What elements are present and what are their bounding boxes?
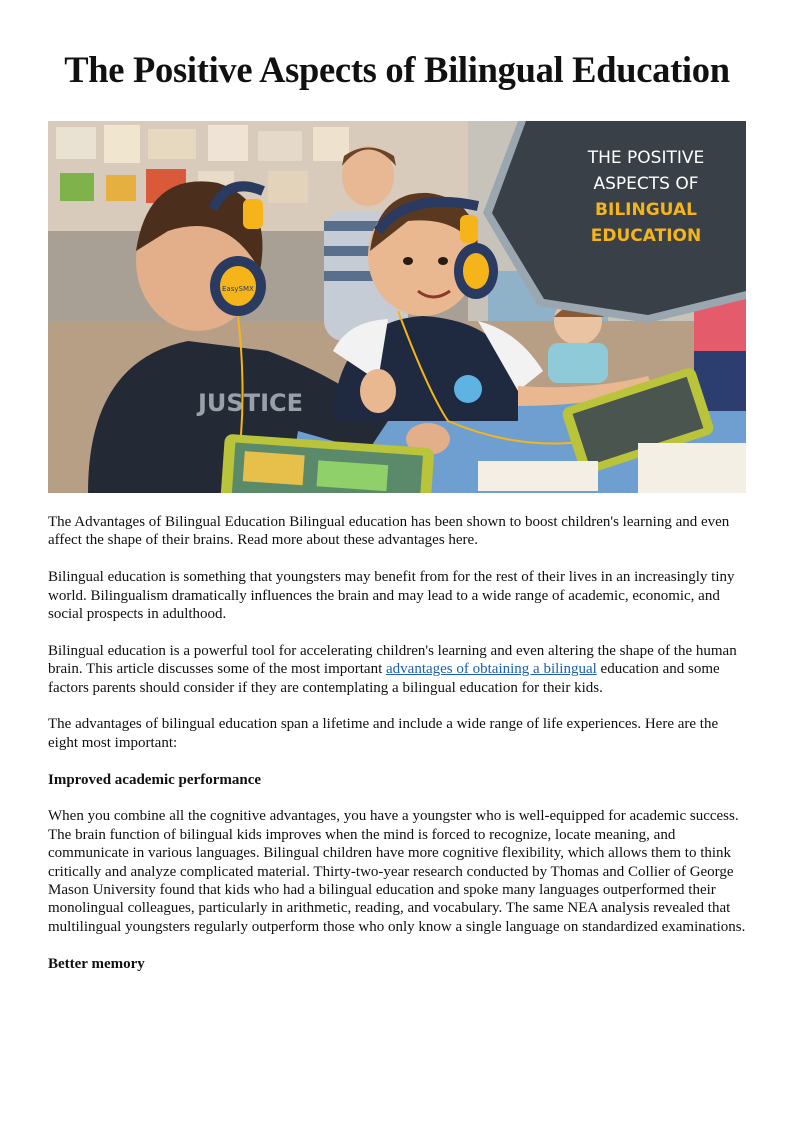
hero-banner-line3: BILINGUAL EDUCATION	[590, 200, 702, 246]
heading-improved-academic-performance: Improved academic performance	[48, 771, 262, 788]
paragraph-3-start: Bilingual education is a powerful tool for accelerating children's learning and even altering the shape of the human brain. This article discusses some of the most important	[48, 642, 737, 678]
headphone-brand-label: EasySMX	[222, 285, 254, 293]
hero-banner-line1: THE POSITIVE	[587, 148, 705, 168]
shirt-print: JUSTICE	[198, 389, 304, 417]
paragraph-4: The advantages of bilingual education span a lifetime and include a wide range of life experiences. Here are the eight most important:	[48, 716, 719, 751]
hero-banner	[546, 145, 746, 249]
hero-banner-line2: ASPECTS OF	[593, 174, 699, 194]
heading-better-memory: Better memory	[48, 955, 145, 972]
bilingual-advantages-link[interactable]: advantages of obtaining a bilingual	[386, 661, 597, 678]
intro-paragraph: The Advantages of Bilingual Education Bilingual education has been shown to boost children's learning and even affect the shape of their brains. Read more about these advantages here.	[48, 514, 730, 549]
hero-image	[48, 121, 746, 493]
paragraph-3-end: education and some factors parents should consider if they are contemplating a bilingual education for their kids.	[48, 661, 720, 696]
paragraph-5: When you combine all the cognitive advantages, you have a youngster who is well-equipped for academic success. The brain function of bilingual kids improves when the mind is forced to recognize, locate meaning, and communicate in various languages. Bilingual children have more cognitive flexibility, which allows them to think critically and analyze complicated material. Thirty-two-year research conducted by Thomas and Collier of George Mason University found that kids who had a bilingual education and spoke many languages outperformed their monolingual colleagues, particularly in arithmetic, reading, and vocabulary. The same NEA analysis revealed that multilingual youngsters regularly outperform those who only know a single language on standardized examinations.	[48, 808, 746, 935]
page-title: The Positive Aspects of Bilingual Education	[64, 49, 730, 90]
paragraph-2: Bilingual education is something that youngsters may benefit from for the rest of their lives in an increasingly tiny world. Bilingualism dramatically influences the brain and may lead to a wide range of academic, economic, and social prospects in adulthood.	[48, 569, 735, 623]
article-body	[48, 513, 746, 991]
paragraph-3	[48, 642, 746, 697]
